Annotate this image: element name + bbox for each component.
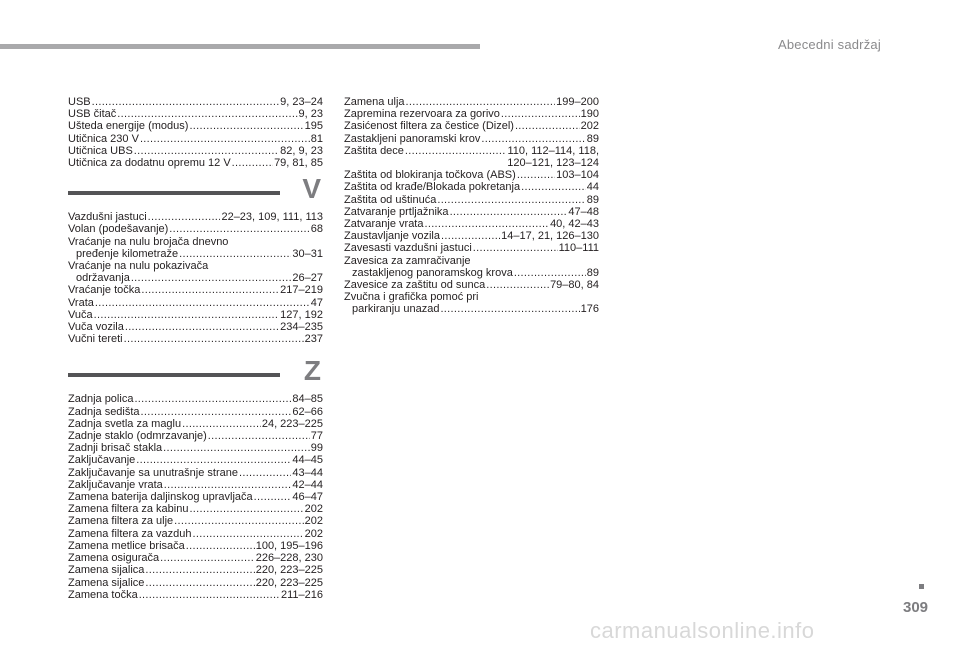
section-letter: V [302,173,321,205]
index-entry-continuation: održavanja ..... 26–27 [68,272,323,284]
index-entry-continuation: zastakljenog panoramskog krova ..... 89 [344,267,599,279]
index-entry: Zamena filtera za kabinu ..... 202 [68,503,323,515]
index-entry: Zadnja sedišta ..... 62–66 [68,406,323,418]
index-entry: Zaključavanje sa unutrašnje strane ..... 43–44 [68,467,323,479]
index-entry: Zadnja svetla za maglu ..... 24, 223–225 [68,418,323,430]
index-entry: Zaštita dece ..... 110, 112–114, 118, [344,145,599,157]
index-entry: Zaustavljanje vozila ..... 14–17, 21, 126–130 [344,230,599,242]
section-rule [68,373,280,377]
index-entry: USB ..... 9, 23–24 [68,96,323,108]
section-letter: Z [303,355,321,387]
index-entry: Zatvaranje prtljažnika ..... 47–48 [344,206,599,218]
index-entry: Zadnja polica ..... 84–85 [68,393,323,405]
index-entry: USB čitač ..... 9, 23 [68,108,323,120]
index-entry: Zamena sijalica ..... 220, 223–225 [68,564,323,576]
index-entry: Zaštita od blokiranja točkova (ABS) ..... 103–104 [344,169,599,181]
section-header-z [68,355,323,393]
watermark: carmanualsonline.info [590,618,815,643]
index-entry: Volan (podešavanje) ..... 68 [68,223,323,235]
index-entry: Zvučna i grafička pomoć pri [344,291,479,304]
index-entry: Zamena točka ..... 211–216 [68,589,323,601]
header-rule [0,44,480,49]
index-entry: Vrata ..... 47 [68,297,323,309]
index-entry: Zastakljeni panoramski krov ..... 89 [344,133,599,145]
page-number: 309 [903,599,929,616]
index-entry: Zatvaranje vrata ..... 40, 42–43 [344,218,599,230]
index-entry: Vuča ..... 127, 192 [68,309,323,321]
index-entry: Vraćanje na nulu brojača dnevno [68,235,229,248]
index-entry: Zamena ulja ..... 199–200 [344,96,599,108]
index-entry: Zavesasti vazdušni jastuci ..... 110–111 [344,242,599,254]
index-entry-continuation: parkiranju unazad ..... 176 [344,303,599,315]
index-entry: Ušteda energije (modus) ..... 195 [68,120,323,132]
index-entry: Zaštita od krađe/Blokada pokretanja ..... 44 [344,181,599,193]
index-entry: Zadnji brisač stakla ..... 99 [68,442,323,454]
index-entry: Zadnje staklo (odmrzavanje) ..... 77 [68,430,323,442]
section-rule [68,191,280,195]
index-entry: Vazdušni jastuci ..... 22–23, 109, 111, 113 [68,211,323,223]
index-entry: Zasićenost filtera za čestice (Dizel) ..... 202 [344,120,599,132]
index-entry: Zamena filtera za ulje ..... 202 [68,515,323,527]
index-entry: Zapremina rezervoara za gorivo ..... 190 [344,108,599,120]
index-entry: Zavesice za zaštitu od sunca ..... 79–80, 84 [344,279,599,291]
index-entry: Zamena sijalice ..... 220, 223–225 [68,577,323,589]
index-entry: Zaštita od uštinuća ..... 89 [344,194,599,206]
index-entry: Utičnica UBS ..... 82, 9, 23 [68,145,323,157]
page-marker-square [919,584,924,589]
index-entry: Vraćanje na nulu pokazivača [68,260,209,273]
index-entry: Zavesica za zamračivanje [344,254,471,267]
index-entry: Zamena metlice brisača ..... 100, 195–196 [68,540,323,552]
section-header-v [68,173,323,211]
index-entry-continuation: pređenje kilometraže ..... 30–31 [68,248,323,260]
index-entry: Zamena filtera za vazduh ..... 202 [68,528,323,540]
index-entry: Zaključavanje ..... 44–45 [68,454,323,466]
index-entry: Vraćanje točka ..... 217–219 [68,284,323,296]
index-column-right [344,96,599,316]
index-entry: Zamena baterija daljinskog upravljača ..... 46–47 [68,491,323,503]
index-column-left [68,96,323,601]
index-entry: Utičnica 230 V ..... 81 [68,133,323,145]
index-entry: Vučni tereti ..... 237 [68,333,323,345]
index-entry: Utičnica za dodatnu opremu 12 V ..... 79, 81, 85 [68,157,323,169]
index-entry-pages-continuation: 120–121, 123–124 [507,157,599,170]
page-header-title: Abecedni sadržaj [778,37,881,52]
index-entry: Zamena osigurača ..... 226–228, 230 [68,552,323,564]
index-entry: Vuča vozila ..... 234–235 [68,321,323,333]
index-entry: Zaključavanje vrata ..... 42–44 [68,479,323,491]
